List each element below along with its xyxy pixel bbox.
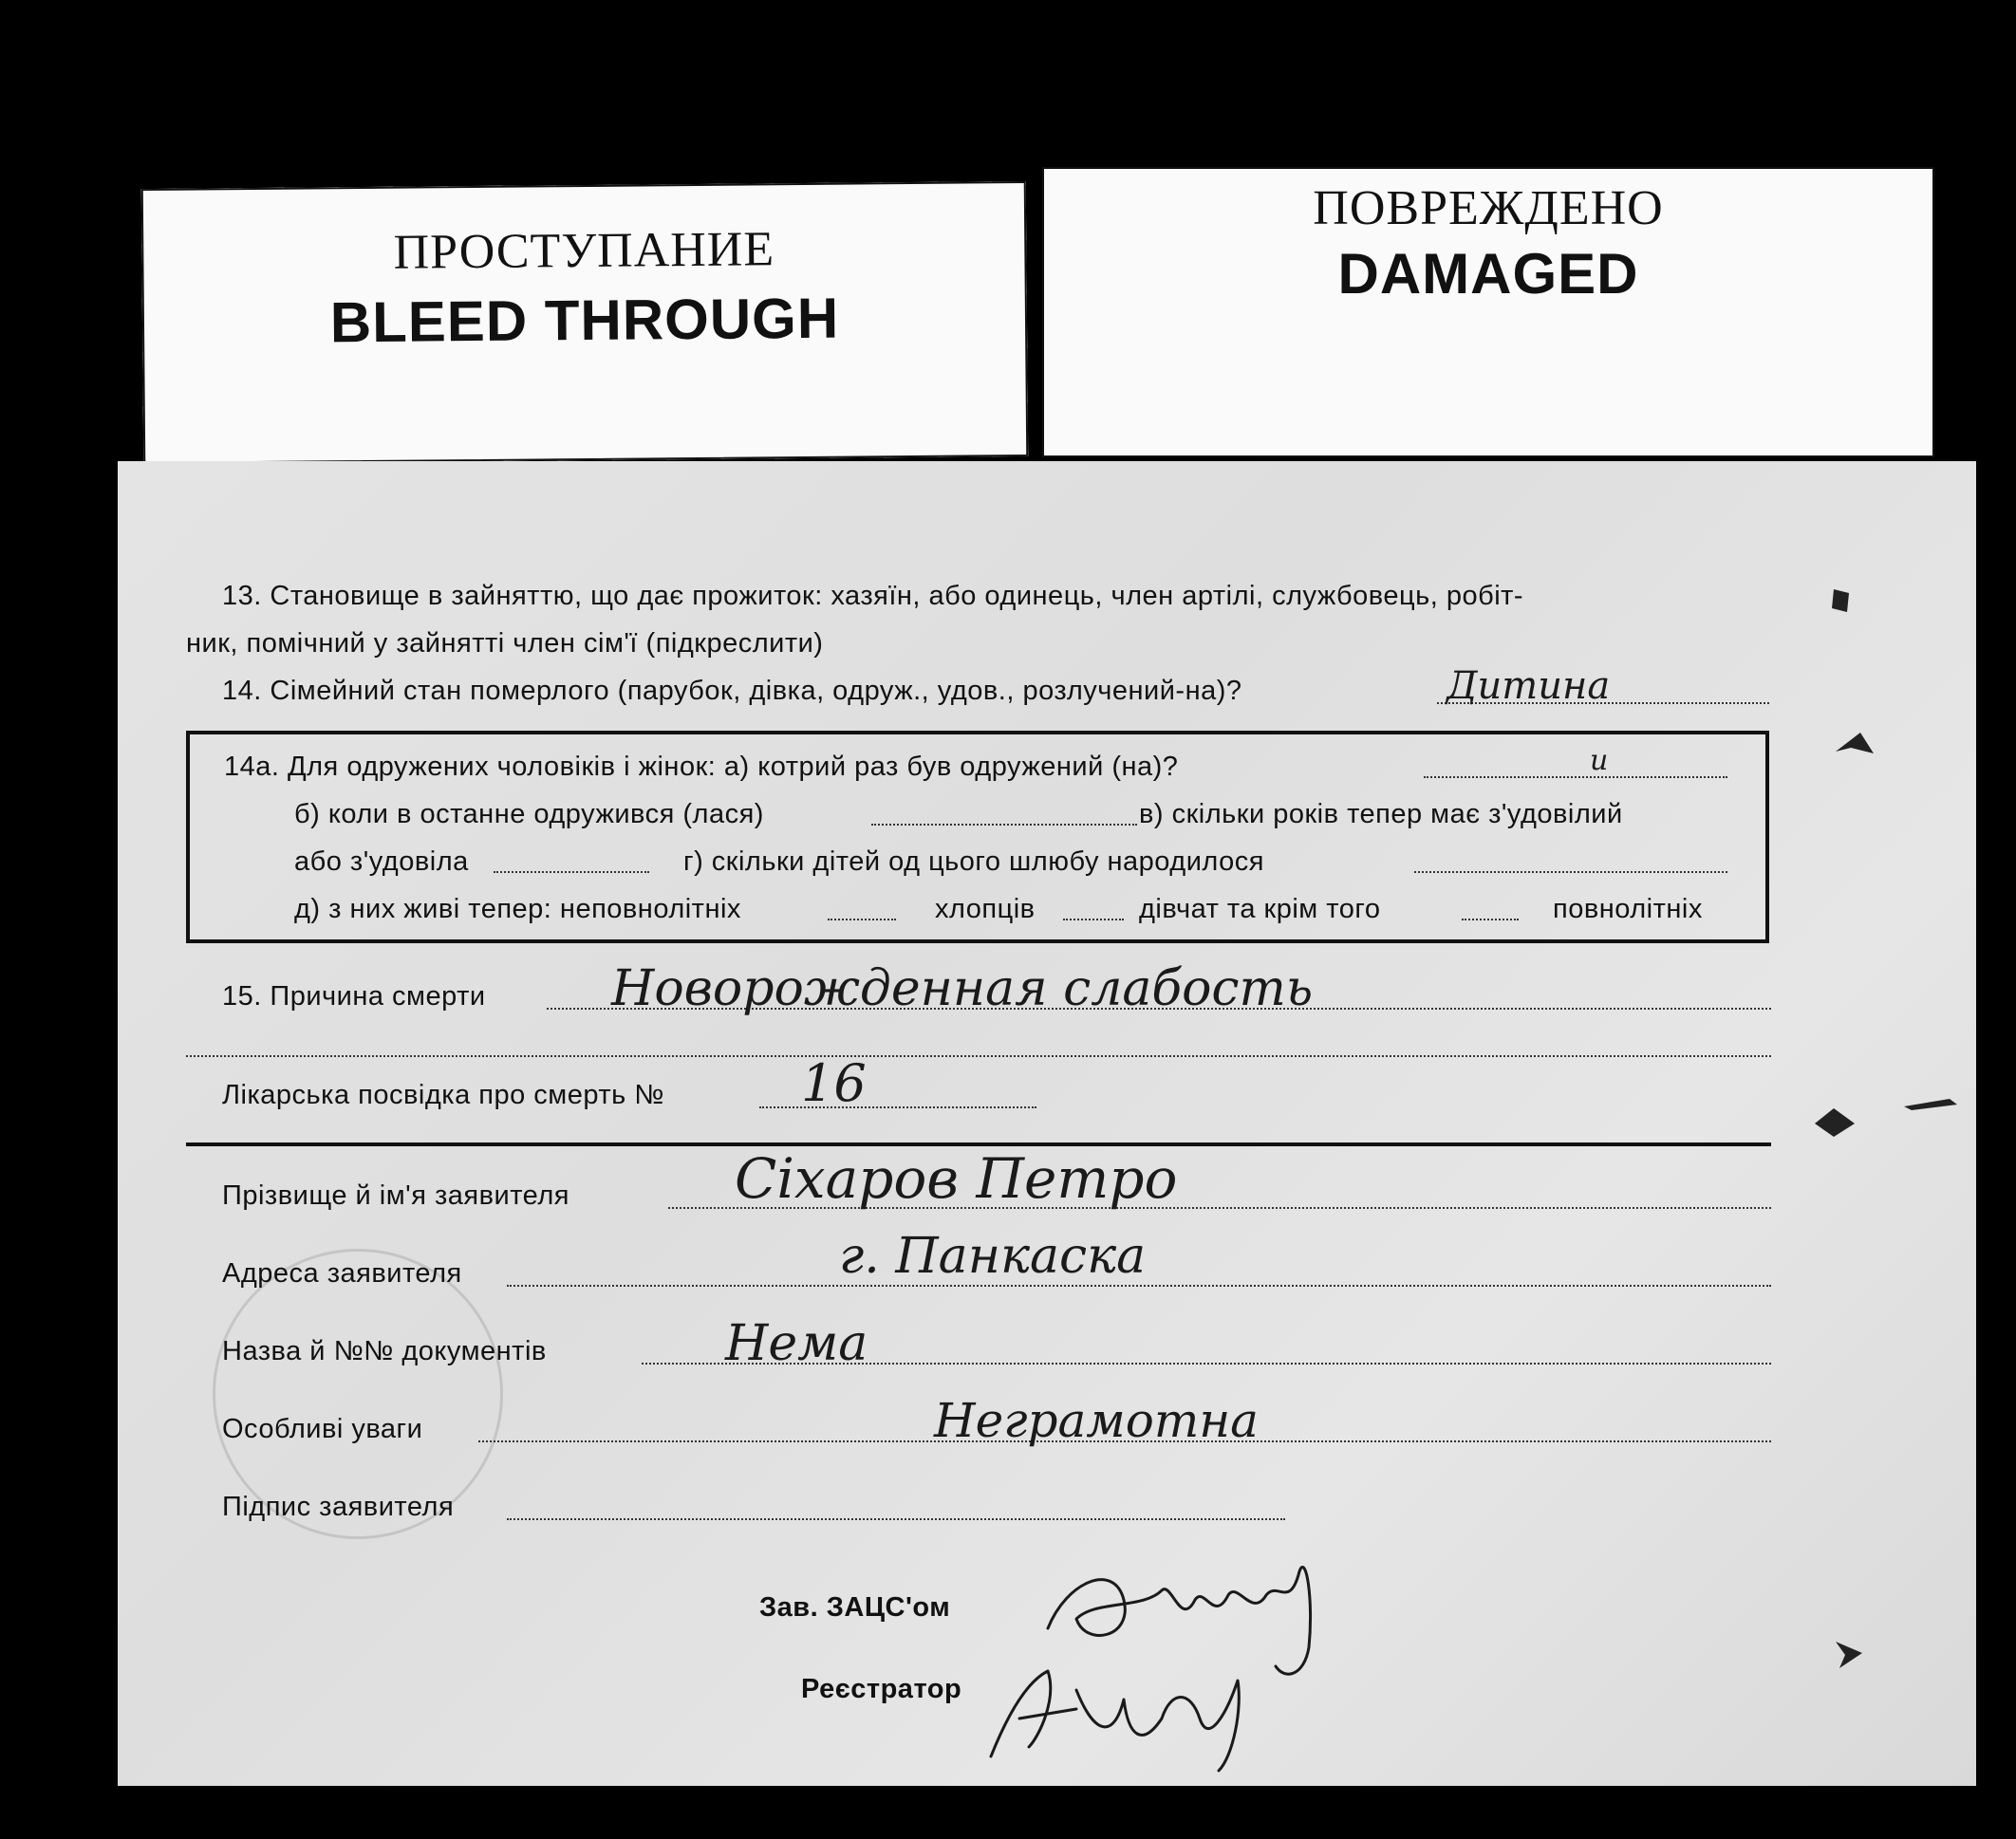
registrar-signature: [972, 1652, 1276, 1775]
q14-label: 14. Сімейний стан померлого (парубок, дівка, одруж., удов., розлучений-на)?: [222, 676, 1242, 706]
applicant-address-label: Адреса заявителя: [222, 1258, 462, 1289]
q14a-v: в) скільки років тепер має з'удовілий: [1139, 799, 1623, 829]
q14a-d: д) з них живі тепер: неповнолітніх: [294, 894, 741, 924]
notes-value: Неграмотна: [934, 1393, 1259, 1448]
punch-mark-4: [1832, 1636, 1870, 1674]
q14a-a-mark: и: [1590, 744, 1609, 777]
q14a-boys: хлопців: [935, 894, 1036, 924]
applicant-name-value: Сіхаров Петро: [735, 1146, 1178, 1211]
documents-value: Нема: [725, 1315, 868, 1372]
bleed-through-card: [141, 181, 1028, 464]
damaged-label-ru: ПОВРЕЖДЕНО: [1313, 181, 1664, 235]
married-info-box: [186, 731, 1769, 943]
punch-mark-1: [1826, 587, 1855, 616]
death-record-form: [118, 461, 1976, 1786]
applicant-address-line: [507, 1285, 1771, 1287]
q14a-a-line: [1424, 776, 1727, 778]
documents-label: Назва й №№ документів: [222, 1336, 547, 1366]
q14a-girls: дівчат та крім того: [1139, 894, 1381, 924]
bleed-through-label-ru: ПРОСТУПАНИЕ: [393, 222, 775, 280]
q15-label: 15. Причина смерти: [222, 981, 486, 1012]
head-label: Зав. ЗАЦС'ом: [759, 1592, 951, 1623]
q14a-adult: повнолітніх: [1553, 894, 1703, 924]
registrar-label: Реєстратор: [801, 1674, 962, 1704]
punch-mark-3: [1811, 1105, 1858, 1142]
q15-value: Новорожденная слабость: [611, 960, 1314, 1017]
q15-line2: [186, 1055, 1771, 1057]
q14a-g-line: [1414, 871, 1727, 873]
q14a-v2: або з'удовіла: [294, 846, 469, 877]
q14a-d-line3: [1462, 919, 1519, 920]
punch-mark-5: [1902, 1095, 1959, 1114]
cert-label: Лікарська посвідка про смерть №: [222, 1080, 664, 1110]
q14a-v2-line: [494, 871, 649, 873]
q13-line1: 13. Становище в зайняттю, що дає прожиток: хазяїн, або одинець, член артілі, службовець, робіт-: [222, 581, 1524, 611]
signature-label: Підпис заявителя: [222, 1492, 455, 1522]
damaged-label-en: DAMAGED: [1337, 242, 1639, 306]
notes-label: Особливі уваги: [222, 1414, 423, 1444]
applicant-address-value: г. Панкаска: [839, 1228, 1147, 1285]
q14a-b-line: [871, 824, 1137, 826]
damaged-card: [1042, 167, 1934, 457]
punch-mark-2: [1832, 725, 1879, 763]
q14a-g: г) скільки дітей од цього шлюбу народилося: [683, 846, 1264, 877]
cert-value: 16: [801, 1053, 867, 1113]
signature-line: [507, 1518, 1285, 1520]
q14a-d-line1: [828, 919, 896, 920]
q14a-line1: 14а. Для одружених чоловіків і жінок: а) котрий раз був одружений (на)?: [224, 752, 1179, 782]
q14-value: Дитина: [1447, 664, 1611, 708]
bleed-through-label-en: BLEED THROUGH: [329, 286, 840, 355]
q14a-b: б) коли в останне одружився (лася): [294, 799, 764, 829]
q13-line2: ник, помічний у зайнятті член сім'ї (підкреслити): [186, 628, 824, 659]
applicant-name-label: Прізвище й ім'я заявителя: [222, 1180, 569, 1211]
q14a-d-line2: [1063, 919, 1124, 920]
